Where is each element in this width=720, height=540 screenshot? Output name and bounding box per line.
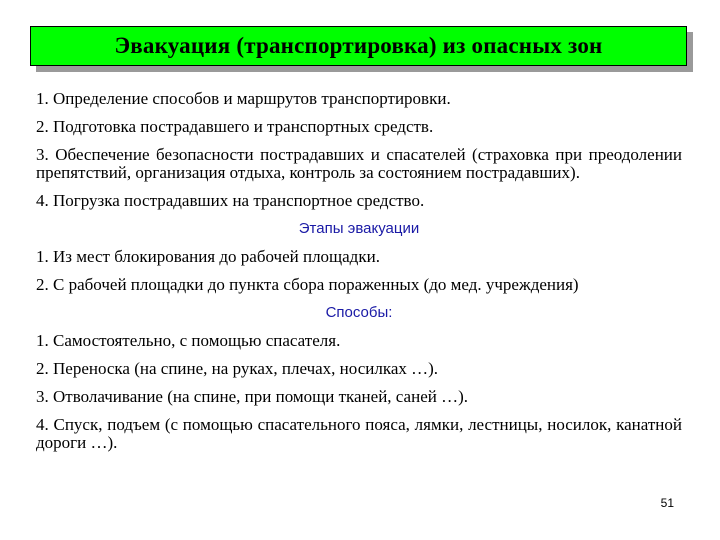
stages-heading: Этапы эвакуации xyxy=(298,220,420,237)
list-item: 2. Переноска (на спине, на руках, плечах, носилках …). xyxy=(36,359,439,378)
list-item: 4. Погрузка пострадавших на транспортное средство. xyxy=(36,191,425,210)
slide-title: Эвакуация (транспортировка) из опасных зон xyxy=(114,33,603,58)
list-item: 4. Спуск, подъем (с помощью спасательного пояса, лямки, лестницы, носилок, канатной дороги …). xyxy=(36,415,682,452)
methods-heading: Способы: xyxy=(325,304,393,321)
title-banner xyxy=(30,26,687,66)
list-item: 1. Самостоятельно, с помощью спасателя. xyxy=(36,331,341,350)
list-item: 2. С рабочей площадки до пункта сбора пораженных (до мед. учреждения) xyxy=(36,275,579,294)
list-item: 1. Определение способов и маршрутов транспортировки. xyxy=(36,89,451,108)
list-item: 2. Подготовка пострадавшего и транспортных средств. xyxy=(36,117,434,136)
list-item: 3. Обеспечение безопасности пострадавших и спасателей (страховка при преодолении препятствий, организация отдыха, контроль за состоянием пострадавших). xyxy=(36,145,682,182)
page-number: 51 xyxy=(660,496,674,510)
slide-content xyxy=(36,90,682,462)
list-item: 3. Отволачивание (на спине, при помощи тканей, саней …). xyxy=(36,387,468,406)
list-item: 1. Из мест блокирования до рабочей площадки. xyxy=(36,247,380,266)
